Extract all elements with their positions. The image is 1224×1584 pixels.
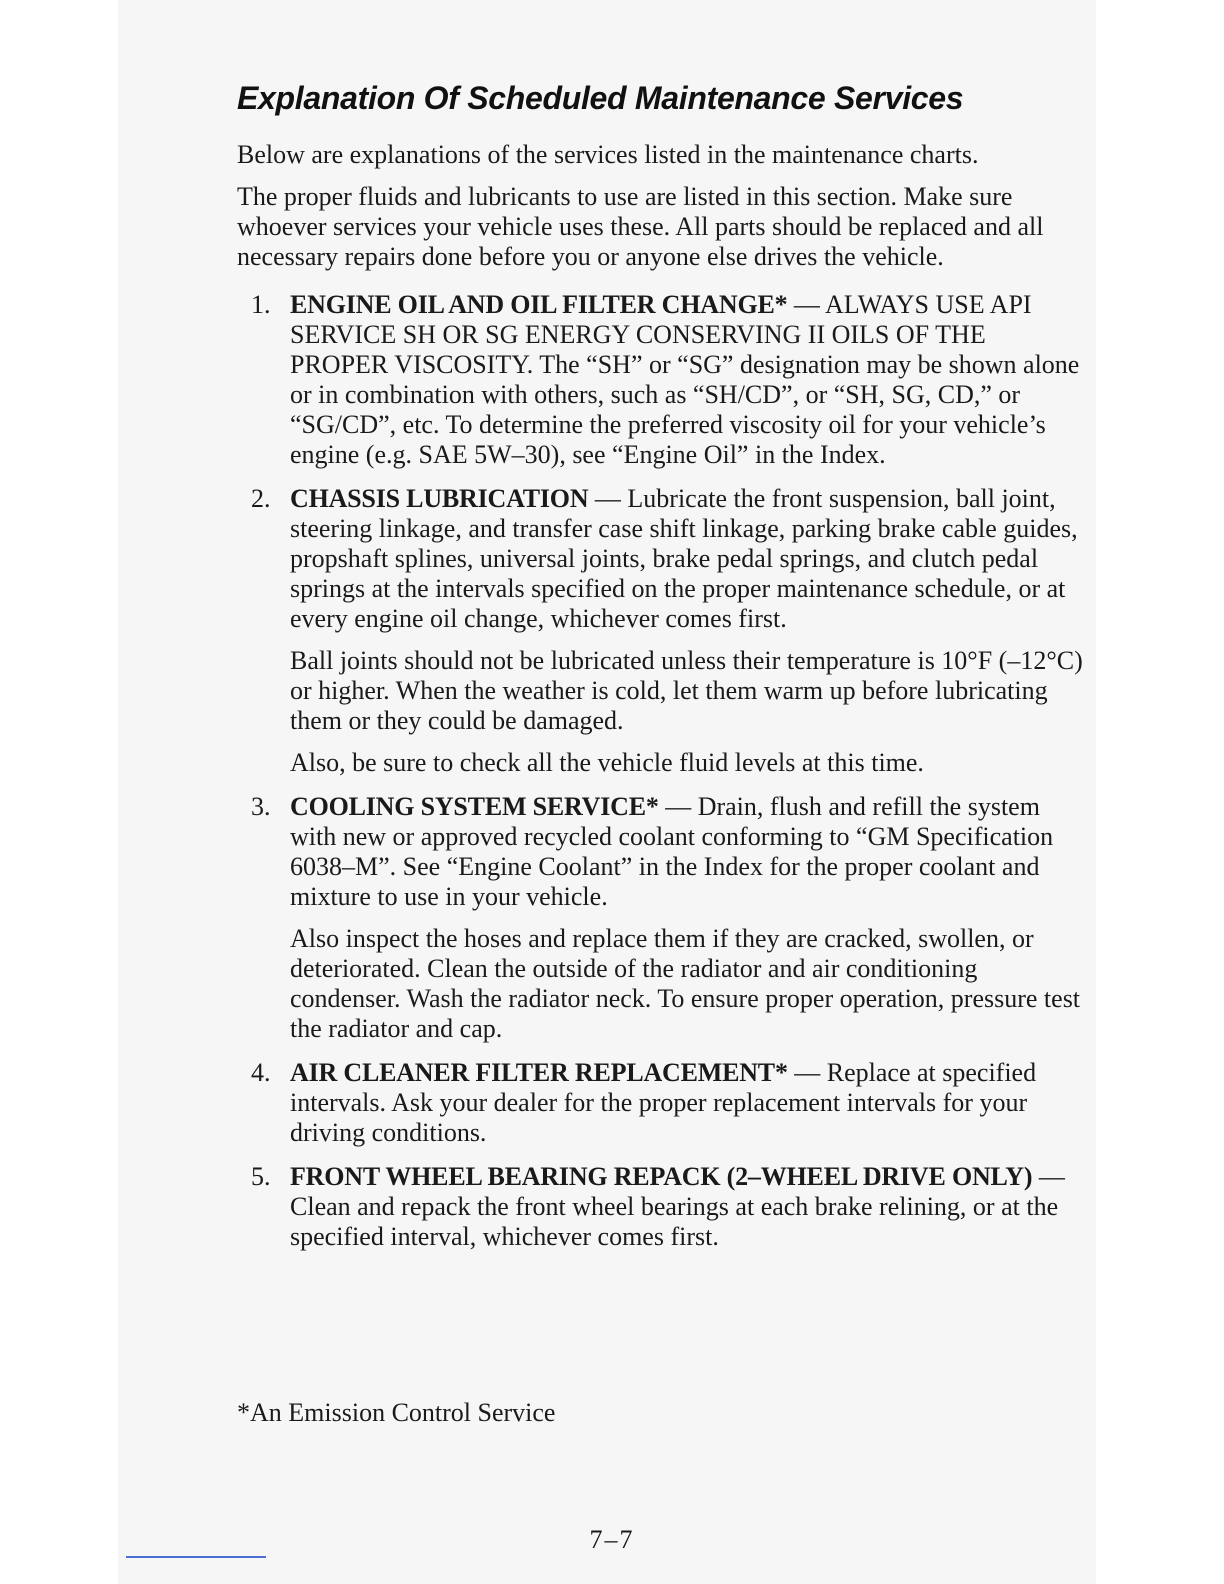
intro-paragraph-1: Below are explanations of the services listed in the maintenance charts. (237, 140, 979, 169)
service-item-engine-oil (237, 290, 1087, 470)
page-number: 7–7 (589, 1525, 635, 1554)
emission-footnote: *An Emission Control Service (237, 1398, 556, 1427)
service-item-air-cleaner (237, 1058, 1087, 1148)
item-title: FRONT WHEEL BEARING REPACK (2–WHEEL DRIVE ONLY) (290, 1162, 1033, 1191)
item-body (290, 1058, 1087, 1148)
item-text: — Drain, flush and refill the system with new or approved recycled coolant conforming to “GM Specification 6038–M”. See “Engine Coolant” in the Index for the proper coolant and mixture to use in your vehicle. (290, 792, 1054, 911)
item-body (290, 1162, 1087, 1252)
maintenance-service-list (237, 290, 1087, 1252)
item-text: — Lubricate the front suspension, ball joint, steering linkage, and transfer case shift linkage, parking brake cable guides, propshaft splines, universal joints, brake pedal springs, and clutch pedal springs at the intervals specified on the proper maintenance schedule, or at every engine oil change, whichever comes first. (290, 484, 1078, 633)
item-body (290, 290, 1087, 470)
item-number: 4. (251, 1058, 271, 1087)
page-content (237, 76, 1087, 1266)
item-title: ENGINE OIL AND OIL FILTER CHANGE* (290, 290, 788, 319)
item-title: CHASSIS LUBRICATION (290, 484, 589, 513)
item-number: 1. (251, 290, 271, 319)
item-text: — Clean and repack the front wheel bearings at each brake relining, or at the specified interval, whichever comes first. (290, 1162, 1065, 1251)
service-item-front-wheel-bearing (237, 1162, 1087, 1252)
intro-paragraph-2: The proper fluids and lubricants to use are listed in this section. Make sure whoever services your vehicle uses these. All parts should be replaced and all necessary repairs done before you or anyone else drives the vehicle. (237, 182, 1044, 271)
service-item-cooling-system (237, 792, 1087, 1044)
item-title: COOLING SYSTEM SERVICE* (290, 792, 659, 821)
item-text: — ALWAYS USE API SERVICE SH OR SG ENERGY CONSERVING II OILS OF THE PROPER VISCOSITY. The “SH” or “SG” designation may be shown alone or in combination with others, such as “SH/CD”, or “SH, SG, CD,” or “SG/CD”, etc. To determine the preferred viscosity oil for your vehicle’s engine (e.g. SAE 5W–30), see “Engine Oil” in the Index. (290, 290, 1080, 469)
item-note: Also inspect the hoses and replace them if they are cracked, swollen, or deteriorated. Clean the outside of the radiator and air conditioning condenser. Wash the radiator neck. To ensure proper operation, pressure test the radiator and cap. (290, 924, 1081, 1043)
item-body (290, 484, 1087, 634)
edge-rule (126, 1556, 266, 1558)
item-title: AIR CLEANER FILTER REPLACEMENT* (290, 1058, 788, 1087)
service-item-chassis-lubrication (237, 484, 1087, 778)
item-number: 2. (251, 484, 271, 513)
item-body (290, 792, 1087, 912)
item-number: 5. (251, 1162, 271, 1191)
item-text: — Replace at specified intervals. Ask your dealer for the proper replacement intervals for your driving conditions. (290, 1058, 1037, 1147)
item-number: 3. (251, 792, 271, 821)
section-heading: Explanation Of Scheduled Maintenance Services (237, 80, 964, 116)
item-note: Also, be sure to check all the vehicle fluid levels at this time. (290, 748, 924, 777)
item-note: Ball joints should not be lubricated unless their temperature is 10°F (–12°C) or higher. When the weather is cold, let them warm up before lubricating them or they could be damaged. (290, 646, 1083, 735)
